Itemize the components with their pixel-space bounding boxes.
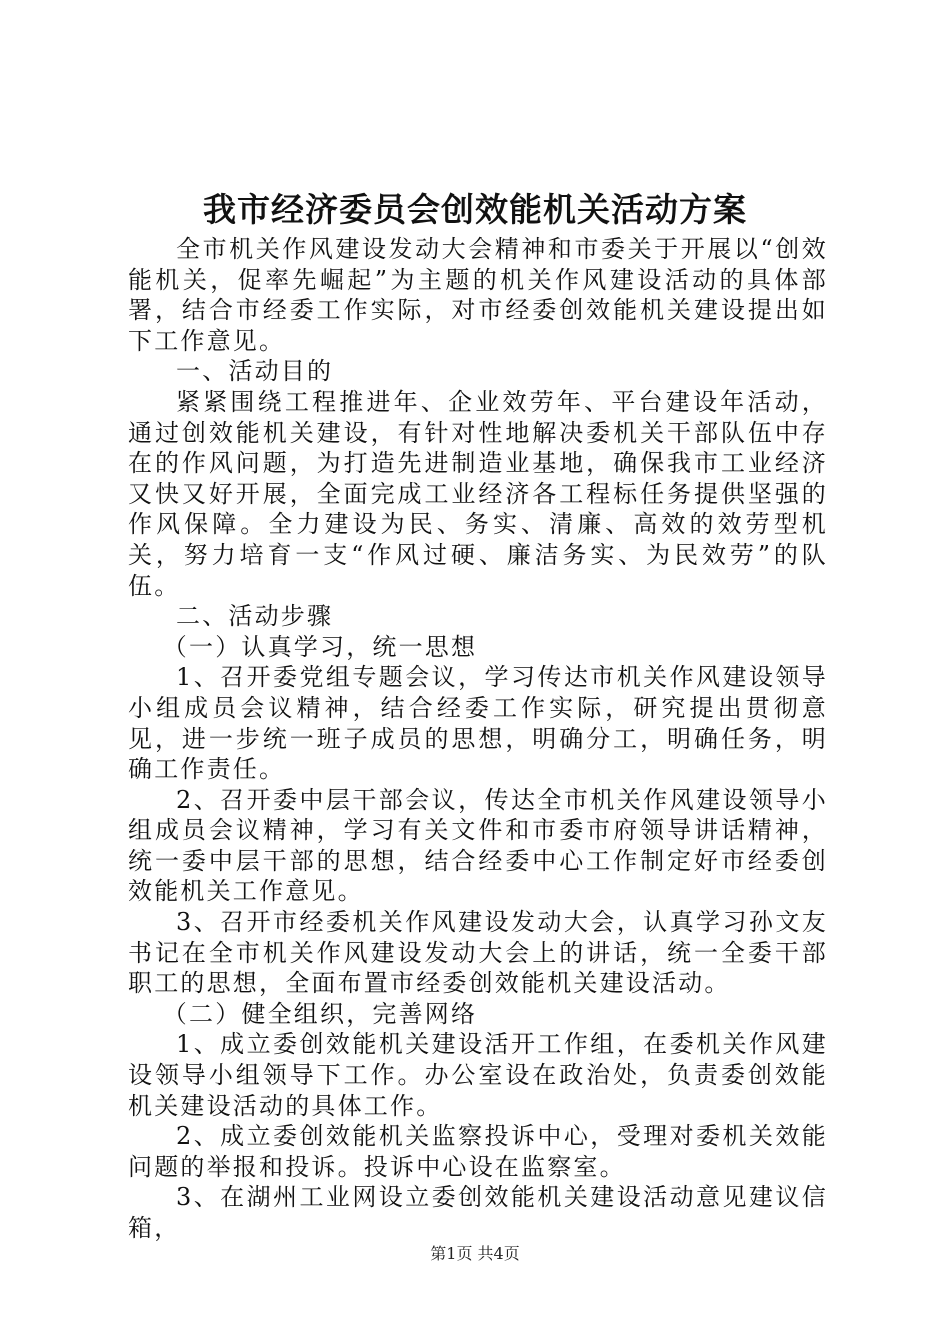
document-body: [128, 234, 828, 1244]
objective-paragraph: 紧紧围绕工程推进年、企业效劳年、平台建设年活动，通过创效能机关建设，有针对性地解决委机关干部队伍中存在的作风问题，为打造先进制造业基地，确保我市工业经济又快又好开展，全面完成工业经济各工程标任务提供坚强的作风保障。全力建设为民、务实、清廉、高效的效劳型机关，努力培育一支“作风过硬、廉洁务实、为民效劳”的队伍。: [128, 387, 828, 600]
section-heading-objective: 一、活动目的: [176, 357, 334, 386]
study-item-3: 3、召开市经委机关作风建设发动大会，认真学习孙文友书记在全市机关作风建设发动大会上的讲话，统一全委干部职工的思想，全面布置市经委创效能机关建设活动。: [128, 908, 828, 998]
section-heading-steps: 二、活动步骤: [176, 602, 334, 631]
intro-paragraph: 全市机关作风建设发动大会精神和市委关于开展以“创效能机关，促率先崛起”为主题的机关作风建设活动的具体部署，结合市经委工作实际，对市经委创效能机关建设提出如下工作意见。: [128, 235, 828, 355]
document-title: 我市经济委员会创效能机关活动方案: [203, 190, 747, 229]
page-number-footer: 第1页 共4页: [430, 1244, 520, 1263]
organization-item-1: 1、成立委创效能机关建设活开工作组，在委机关作风建设领导小组领导下工作。办公室设在政治处，负责委创效能机关建设活动的具体工作。: [128, 1030, 828, 1120]
organization-item-3: 3、在湖州工业网设立委创效能机关建设活动意见建议信箱，: [128, 1183, 828, 1242]
subsection-heading-organization: （二）健全组织，完善网络: [162, 999, 478, 1028]
organization-item-2: 2、成立委创效能机关监察投诉中心，受理对委机关效能问题的举报和投诉。投诉中心设在监察室。: [128, 1122, 828, 1181]
subsection-heading-study: （一）认真学习，统一思想: [162, 632, 478, 661]
study-item-2: 2、召开委中层干部会议，传达全市机关作风建设领导小组成员会议精神，学习有关文件和市委市府领导讲话精神，统一委中层干部的思想，结合经委中心工作制定好市经委创效能机关工作意见。: [128, 785, 828, 906]
study-item-1: 1、召开委党组专题会议，学习传达市机关作风建设领导小组成员会议精神，结合经委工作实际，研究提出贯彻意见，进一步统一班子成员的思想，明确分工，明确任务，明确工作责任。: [128, 663, 828, 784]
